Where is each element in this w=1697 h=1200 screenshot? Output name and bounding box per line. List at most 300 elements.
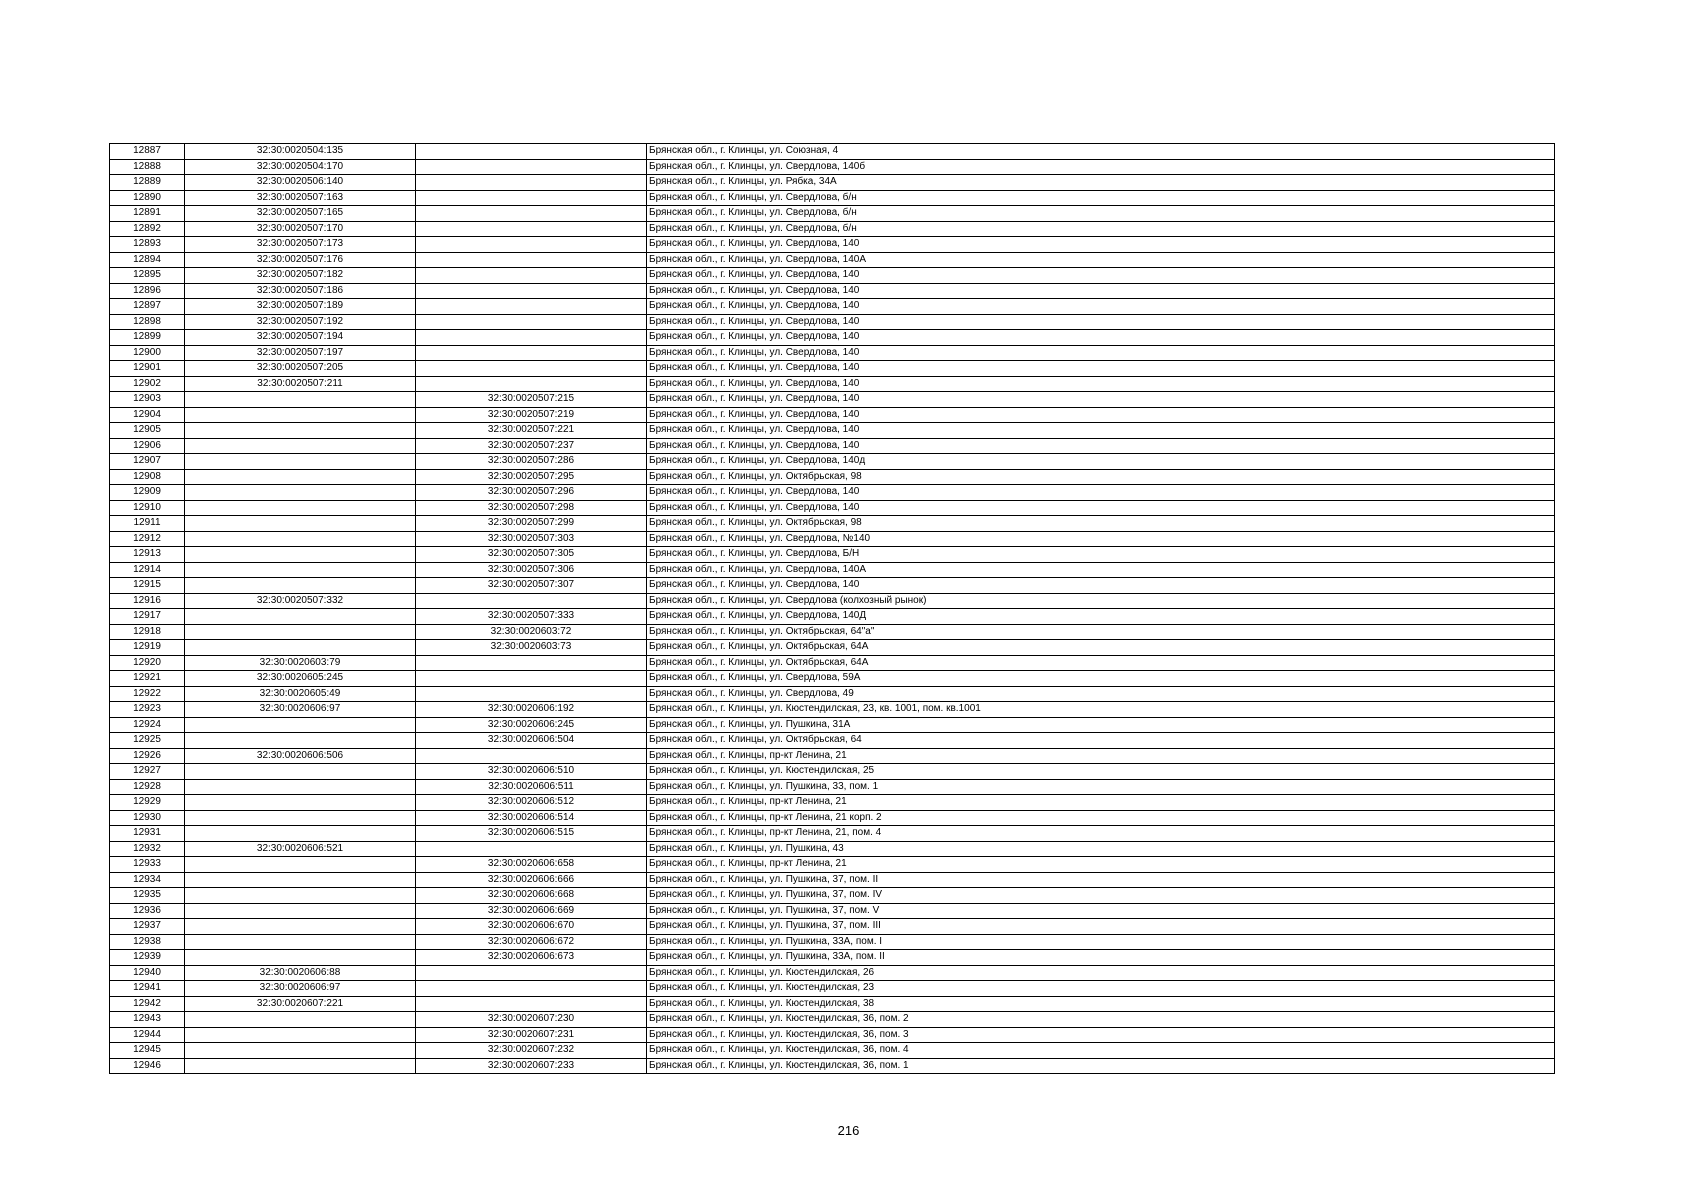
address-cell: Брянская обл., г. Клинцы, ул. Рябка, 34А <box>647 175 1555 191</box>
address-cell: Брянская обл., г. Клинцы, ул. Октябрьская, 98 <box>647 516 1555 532</box>
table-row <box>110 810 1555 826</box>
row-number-cell: 12916 <box>110 593 185 609</box>
cadastral-number-b-cell: 32:30:0020507:215 <box>416 392 647 408</box>
cadastral-number-b-cell: 32:30:0020603:73 <box>416 640 647 656</box>
table-row <box>110 345 1555 361</box>
cadastral-number-b-cell: 32:30:0020606:669 <box>416 903 647 919</box>
table-row <box>110 500 1555 516</box>
cadastral-number-a-cell: 32:30:0020507:205 <box>185 361 416 377</box>
cadastral-number-a-cell <box>185 423 416 439</box>
cadastral-number-a-cell <box>185 485 416 501</box>
address-cell: Брянская обл., г. Клинцы, ул. Октябрьская, 98 <box>647 469 1555 485</box>
row-number-cell: 12927 <box>110 764 185 780</box>
row-number-cell: 12940 <box>110 965 185 981</box>
cadastral-number-a-cell <box>185 562 416 578</box>
table-row <box>110 996 1555 1012</box>
cadastral-number-a-cell: 32:30:0020507:186 <box>185 283 416 299</box>
address-cell: Брянская обл., г. Клинцы, пр-кт Ленина, 21 корп. 2 <box>647 810 1555 826</box>
cadastral-number-a-cell <box>185 438 416 454</box>
cadastral-number-a-cell <box>185 1043 416 1059</box>
cadastral-number-a-cell <box>185 454 416 470</box>
row-number-cell: 12933 <box>110 857 185 873</box>
table-row <box>110 733 1555 749</box>
address-cell: Брянская обл., г. Клинцы, ул. Свердлова, 140 <box>647 407 1555 423</box>
table-row <box>110 454 1555 470</box>
address-cell: Брянская обл., г. Клинцы, ул. Пушкина, 37, пом. II <box>647 872 1555 888</box>
cadastral-number-b-cell <box>416 314 647 330</box>
cadastral-number-b-cell: 32:30:0020606:666 <box>416 872 647 888</box>
table-row <box>110 1027 1555 1043</box>
cadastral-number-a-cell <box>185 810 416 826</box>
table-row <box>110 144 1555 160</box>
cadastral-number-a-cell: 32:30:0020507:197 <box>185 345 416 361</box>
row-number-cell: 12890 <box>110 190 185 206</box>
row-number-cell: 12942 <box>110 996 185 1012</box>
table-row <box>110 268 1555 284</box>
address-cell: Брянская обл., г. Клинцы, пр-кт Ленина, 21 <box>647 795 1555 811</box>
table-row <box>110 717 1555 733</box>
cadastral-number-b-cell: 32:30:0020606:514 <box>416 810 647 826</box>
table-row <box>110 981 1555 997</box>
table-row <box>110 826 1555 842</box>
table-row <box>110 547 1555 563</box>
table-row <box>110 640 1555 656</box>
table-row <box>110 175 1555 191</box>
cadastral-number-b-cell: 32:30:0020507:299 <box>416 516 647 532</box>
row-number-cell: 12897 <box>110 299 185 315</box>
address-cell: Брянская обл., г. Клинцы, ул. Свердлова, 140 <box>647 345 1555 361</box>
cadastral-number-b-cell: 32:30:0020606:511 <box>416 779 647 795</box>
table-row <box>110 1058 1555 1074</box>
table-row <box>110 438 1555 454</box>
address-cell: Брянская обл., г. Клинцы, ул. Свердлова, Б/Н <box>647 547 1555 563</box>
row-number-cell: 12905 <box>110 423 185 439</box>
address-cell: Брянская обл., г. Клинцы, ул. Кюстендилская, 36, пом. 1 <box>647 1058 1555 1074</box>
address-cell: Брянская обл., г. Клинцы, ул. Кюстендилская, 36, пом. 3 <box>647 1027 1555 1043</box>
address-cell: Брянская обл., г. Клинцы, ул. Свердлова, 140 <box>647 438 1555 454</box>
cadastral-number-b-cell <box>416 206 647 222</box>
table-row <box>110 283 1555 299</box>
address-cell: Брянская обл., г. Клинцы, ул. Пушкина, 33, пом. 1 <box>647 779 1555 795</box>
row-number-cell: 12914 <box>110 562 185 578</box>
address-cell: Брянская обл., г. Клинцы, ул. Кюстендилская, 23 <box>647 981 1555 997</box>
cadastral-number-b-cell: 32:30:0020507:333 <box>416 609 647 625</box>
table-row <box>110 686 1555 702</box>
cadastral-number-a-cell <box>185 934 416 950</box>
table-row <box>110 361 1555 377</box>
table-row <box>110 562 1555 578</box>
address-cell: Брянская обл., г. Клинцы, ул. Свердлова, №140 <box>647 531 1555 547</box>
cadastral-number-a-cell: 32:30:0020507:173 <box>185 237 416 253</box>
cadastral-number-b-cell <box>416 361 647 377</box>
table-row <box>110 965 1555 981</box>
cadastral-number-a-cell <box>185 407 416 423</box>
cadastral-number-a-cell: 32:30:0020507:194 <box>185 330 416 346</box>
cadastral-number-b-cell <box>416 144 647 160</box>
row-number-cell: 12920 <box>110 655 185 671</box>
table-row <box>110 857 1555 873</box>
cadastral-number-b-cell <box>416 965 647 981</box>
address-cell: Брянская обл., г. Клинцы, ул. Свердлова, 140 <box>647 392 1555 408</box>
row-number-cell: 12934 <box>110 872 185 888</box>
row-number-cell: 12923 <box>110 702 185 718</box>
cadastral-number-a-cell: 32:30:0020506:140 <box>185 175 416 191</box>
row-number-cell: 12896 <box>110 283 185 299</box>
address-cell: Брянская обл., г. Клинцы, ул. Свердлова, 140А <box>647 562 1555 578</box>
row-number-cell: 12941 <box>110 981 185 997</box>
cadastral-number-b-cell: 32:30:0020607:232 <box>416 1043 647 1059</box>
address-cell: Брянская обл., г. Клинцы, ул. Свердлова, 140 <box>647 376 1555 392</box>
address-cell: Брянская обл., г. Клинцы, ул. Кюстендилская, 26 <box>647 965 1555 981</box>
cadastral-number-b-cell: 32:30:0020606:515 <box>416 826 647 842</box>
cadastral-number-b-cell: 32:30:0020606:670 <box>416 919 647 935</box>
address-cell: Брянская обл., г. Клинцы, ул. Свердлова, б/н <box>647 221 1555 237</box>
row-number-cell: 12928 <box>110 779 185 795</box>
cadastral-number-a-cell <box>185 547 416 563</box>
registry-table <box>109 143 1555 1074</box>
cadastral-number-a-cell: 32:30:0020606:88 <box>185 965 416 981</box>
address-cell: Брянская обл., г. Клинцы, ул. Пушкина, 43 <box>647 841 1555 857</box>
cadastral-number-b-cell: 32:30:0020507:295 <box>416 469 647 485</box>
address-cell: Брянская обл., г. Клинцы, пр-кт Ленина, 21, пом. 4 <box>647 826 1555 842</box>
table-row <box>110 872 1555 888</box>
cadastral-number-b-cell <box>416 175 647 191</box>
address-cell: Брянская обл., г. Клинцы, ул. Октябрьская, 64"а" <box>647 624 1555 640</box>
row-number-cell: 12929 <box>110 795 185 811</box>
table-row <box>110 779 1555 795</box>
address-cell: Брянская обл., г. Клинцы, ул. Октябрьская, 64А <box>647 640 1555 656</box>
table-row <box>110 531 1555 547</box>
row-number-cell: 12893 <box>110 237 185 253</box>
cadastral-number-a-cell: 32:30:0020607:221 <box>185 996 416 1012</box>
table-row <box>110 624 1555 640</box>
row-number-cell: 12894 <box>110 252 185 268</box>
address-cell: Брянская обл., г. Клинцы, ул. Пушкина, 37, пом. IV <box>647 888 1555 904</box>
cadastral-number-b-cell: 32:30:0020507:237 <box>416 438 647 454</box>
table-row <box>110 578 1555 594</box>
cadastral-number-b-cell: 32:30:0020507:303 <box>416 531 647 547</box>
address-cell: Брянская обл., г. Клинцы, ул. Свердлова, 140 <box>647 578 1555 594</box>
cadastral-number-b-cell: 32:30:0020606:245 <box>416 717 647 733</box>
cadastral-number-a-cell: 32:30:0020606:506 <box>185 748 416 764</box>
address-cell: Брянская обл., г. Клинцы, пр-кт Ленина, 21 <box>647 857 1555 873</box>
cadastral-number-b-cell: 32:30:0020606:672 <box>416 934 647 950</box>
row-number-cell: 12932 <box>110 841 185 857</box>
cadastral-number-a-cell <box>185 516 416 532</box>
row-number-cell: 12922 <box>110 686 185 702</box>
table-row <box>110 159 1555 175</box>
address-cell: Брянская обл., г. Клинцы, ул. Пушкина, 33А, пом. II <box>647 950 1555 966</box>
address-cell: Брянская обл., г. Клинцы, ул. Свердлова, 140Д <box>647 609 1555 625</box>
address-cell: Брянская обл., г. Клинцы, ул. Свердлова, б/н <box>647 190 1555 206</box>
row-number-cell: 12910 <box>110 500 185 516</box>
row-number-cell: 12917 <box>110 609 185 625</box>
table-row <box>110 206 1555 222</box>
cadastral-number-a-cell <box>185 717 416 733</box>
row-number-cell: 12903 <box>110 392 185 408</box>
row-number-cell: 12918 <box>110 624 185 640</box>
row-number-cell: 12888 <box>110 159 185 175</box>
cadastral-number-a-cell <box>185 857 416 873</box>
cadastral-number-a-cell <box>185 888 416 904</box>
row-number-cell: 12931 <box>110 826 185 842</box>
row-number-cell: 12946 <box>110 1058 185 1074</box>
row-number-cell: 12938 <box>110 934 185 950</box>
cadastral-number-b-cell: 32:30:0020507:286 <box>416 454 647 470</box>
cadastral-number-b-cell <box>416 841 647 857</box>
row-number-cell: 12925 <box>110 733 185 749</box>
address-cell: Брянская обл., г. Клинцы, ул. Союзная, 4 <box>647 144 1555 160</box>
address-cell: Брянская обл., г. Клинцы, ул. Кюстендилская, 36, пом. 2 <box>647 1012 1555 1028</box>
registry-table-body <box>110 144 1555 1074</box>
row-number-cell: 12944 <box>110 1027 185 1043</box>
table-row <box>110 221 1555 237</box>
row-number-cell: 12904 <box>110 407 185 423</box>
address-cell: Брянская обл., г. Клинцы, ул. Свердлова, 140 <box>647 268 1555 284</box>
cadastral-number-b-cell: 32:30:0020606:192 <box>416 702 647 718</box>
table-row <box>110 314 1555 330</box>
cadastral-number-b-cell: 32:30:0020606:510 <box>416 764 647 780</box>
cadastral-number-b-cell <box>416 252 647 268</box>
cadastral-number-b-cell <box>416 593 647 609</box>
row-number-cell: 12900 <box>110 345 185 361</box>
cadastral-number-a-cell: 32:30:0020605:245 <box>185 671 416 687</box>
row-number-cell: 12911 <box>110 516 185 532</box>
cadastral-number-b-cell: 32:30:0020607:233 <box>416 1058 647 1074</box>
cadastral-number-b-cell <box>416 268 647 284</box>
address-cell: Брянская обл., г. Клинцы, ул. Свердлова, 140 <box>647 500 1555 516</box>
cadastral-number-a-cell: 32:30:0020507:176 <box>185 252 416 268</box>
cadastral-number-a-cell: 32:30:0020507:182 <box>185 268 416 284</box>
cadastral-number-b-cell: 32:30:0020507:307 <box>416 578 647 594</box>
row-number-cell: 12921 <box>110 671 185 687</box>
cadastral-number-b-cell: 32:30:0020607:230 <box>416 1012 647 1028</box>
cadastral-number-b-cell: 32:30:0020507:296 <box>416 485 647 501</box>
cadastral-number-a-cell <box>185 1027 416 1043</box>
cadastral-number-a-cell: 32:30:0020603:79 <box>185 655 416 671</box>
cadastral-number-b-cell <box>416 748 647 764</box>
table-row <box>110 888 1555 904</box>
address-cell: Брянская обл., г. Клинцы, ул. Свердлова, 59А <box>647 671 1555 687</box>
cadastral-number-b-cell <box>416 190 647 206</box>
table-row <box>110 671 1555 687</box>
table-row <box>110 903 1555 919</box>
cadastral-number-a-cell: 32:30:0020504:135 <box>185 144 416 160</box>
table-row <box>110 237 1555 253</box>
table-row <box>110 748 1555 764</box>
address-cell: Брянская обл., г. Клинцы, ул. Свердлова, 140 <box>647 330 1555 346</box>
row-number-cell: 12935 <box>110 888 185 904</box>
cadastral-number-b-cell: 32:30:0020507:219 <box>416 407 647 423</box>
table-row <box>110 655 1555 671</box>
address-cell: Брянская обл., г. Клинцы, ул. Пушкина, 33А, пом. I <box>647 934 1555 950</box>
cadastral-number-a-cell: 32:30:0020606:97 <box>185 981 416 997</box>
table-row <box>110 841 1555 857</box>
cadastral-number-a-cell <box>185 764 416 780</box>
row-number-cell: 12936 <box>110 903 185 919</box>
row-number-cell: 12906 <box>110 438 185 454</box>
table-row <box>110 609 1555 625</box>
address-cell: Брянская обл., г. Клинцы, ул. Свердлова (колхозный рынок) <box>647 593 1555 609</box>
address-cell: Брянская обл., г. Клинцы, ул. Октябрьская, 64 <box>647 733 1555 749</box>
table-row <box>110 702 1555 718</box>
address-cell: Брянская обл., г. Клинцы, ул. Свердлова, 140 <box>647 314 1555 330</box>
cadastral-number-b-cell: 32:30:0020507:221 <box>416 423 647 439</box>
table-row <box>110 934 1555 950</box>
cadastral-number-a-cell: 32:30:0020606:97 <box>185 702 416 718</box>
cadastral-number-b-cell <box>416 299 647 315</box>
cadastral-number-b-cell: 32:30:0020606:673 <box>416 950 647 966</box>
table-row <box>110 1012 1555 1028</box>
row-number-cell: 12943 <box>110 1012 185 1028</box>
cadastral-number-a-cell <box>185 919 416 935</box>
address-cell: Брянская обл., г. Клинцы, ул. Свердлова, 140 <box>647 299 1555 315</box>
address-cell: Брянская обл., г. Клинцы, ул. Свердлова, 140 <box>647 237 1555 253</box>
table-row <box>110 190 1555 206</box>
cadastral-number-a-cell <box>185 779 416 795</box>
row-number-cell: 12889 <box>110 175 185 191</box>
address-cell: Брянская обл., г. Клинцы, ул. Свердлова, 140 <box>647 361 1555 377</box>
cadastral-number-b-cell <box>416 981 647 997</box>
row-number-cell: 12919 <box>110 640 185 656</box>
cadastral-number-a-cell: 32:30:0020507:163 <box>185 190 416 206</box>
cadastral-number-a-cell: 32:30:0020507:332 <box>185 593 416 609</box>
table-row <box>110 407 1555 423</box>
cadastral-number-b-cell <box>416 376 647 392</box>
cadastral-number-b-cell: 32:30:0020507:298 <box>416 500 647 516</box>
cadastral-number-b-cell: 32:30:0020507:306 <box>416 562 647 578</box>
table-row <box>110 252 1555 268</box>
cadastral-number-a-cell: 32:30:0020507:192 <box>185 314 416 330</box>
table-row <box>110 919 1555 935</box>
row-number-cell: 12898 <box>110 314 185 330</box>
table-row <box>110 516 1555 532</box>
address-cell: Брянская обл., г. Клинцы, ул. Свердлова, 140б <box>647 159 1555 175</box>
address-cell: Брянская обл., г. Клинцы, ул. Свердлова, 140А <box>647 252 1555 268</box>
cadastral-number-a-cell <box>185 1058 416 1074</box>
cadastral-number-b-cell <box>416 655 647 671</box>
address-cell: Брянская обл., г. Клинцы, ул. Пушкина, 37, пом. III <box>647 919 1555 935</box>
row-number-cell: 12945 <box>110 1043 185 1059</box>
cadastral-number-a-cell: 32:30:0020504:170 <box>185 159 416 175</box>
cadastral-number-b-cell <box>416 283 647 299</box>
cadastral-number-a-cell <box>185 624 416 640</box>
table-row <box>110 795 1555 811</box>
cadastral-number-b-cell <box>416 237 647 253</box>
cadastral-number-b-cell: 32:30:0020606:668 <box>416 888 647 904</box>
page-number: 216 <box>837 1123 860 1138</box>
row-number-cell: 12899 <box>110 330 185 346</box>
table-row <box>110 469 1555 485</box>
address-cell: Брянская обл., г. Клинцы, ул. Кюстендилская, 36, пом. 4 <box>647 1043 1555 1059</box>
cadastral-number-a-cell <box>185 950 416 966</box>
cadastral-number-a-cell <box>185 609 416 625</box>
cadastral-number-a-cell: 32:30:0020605:49 <box>185 686 416 702</box>
row-number-cell: 12924 <box>110 717 185 733</box>
address-cell: Брянская обл., г. Клинцы, ул. Свердлова, 140 <box>647 485 1555 501</box>
table-row <box>110 1043 1555 1059</box>
row-number-cell: 12926 <box>110 748 185 764</box>
row-number-cell: 12913 <box>110 547 185 563</box>
row-number-cell: 12937 <box>110 919 185 935</box>
row-number-cell: 12892 <box>110 221 185 237</box>
cadastral-number-a-cell: 32:30:0020507:211 <box>185 376 416 392</box>
cadastral-number-a-cell <box>185 531 416 547</box>
table-row <box>110 423 1555 439</box>
address-cell: Брянская обл., г. Клинцы, ул. Свердлова, 140 <box>647 283 1555 299</box>
cadastral-number-b-cell <box>416 345 647 361</box>
row-number-cell: 12887 <box>110 144 185 160</box>
cadastral-number-a-cell: 32:30:0020507:165 <box>185 206 416 222</box>
cadastral-number-b-cell <box>416 996 647 1012</box>
table-row <box>110 764 1555 780</box>
cadastral-number-b-cell: 32:30:0020607:231 <box>416 1027 647 1043</box>
table-row <box>110 950 1555 966</box>
address-cell: Брянская обл., г. Клинцы, ул. Пушкина, 37, пом. V <box>647 903 1555 919</box>
cadastral-number-b-cell: 32:30:0020507:305 <box>416 547 647 563</box>
row-number-cell: 12909 <box>110 485 185 501</box>
address-cell: Брянская обл., г. Клинцы, ул. Пушкина, 31А <box>647 717 1555 733</box>
row-number-cell: 12907 <box>110 454 185 470</box>
cadastral-number-a-cell <box>185 903 416 919</box>
address-cell: Брянская обл., г. Клинцы, ул. Кюстендилская, 23, кв. 1001, пом. кв.1001 <box>647 702 1555 718</box>
address-cell: Брянская обл., г. Клинцы, ул. Кюстендилская, 38 <box>647 996 1555 1012</box>
cadastral-number-a-cell: 32:30:0020507:189 <box>185 299 416 315</box>
cadastral-number-a-cell <box>185 500 416 516</box>
row-number-cell: 12915 <box>110 578 185 594</box>
cadastral-number-a-cell <box>185 872 416 888</box>
row-number-cell: 12891 <box>110 206 185 222</box>
cadastral-number-b-cell <box>416 159 647 175</box>
address-cell: Брянская обл., г. Клинцы, ул. Свердлова, 140д <box>647 454 1555 470</box>
cadastral-number-a-cell <box>185 826 416 842</box>
table-row <box>110 330 1555 346</box>
cadastral-number-a-cell <box>185 392 416 408</box>
cadastral-number-a-cell <box>185 469 416 485</box>
cadastral-number-a-cell: 32:30:0020507:170 <box>185 221 416 237</box>
address-cell: Брянская обл., г. Клинцы, ул. Свердлова, 49 <box>647 686 1555 702</box>
row-number-cell: 12901 <box>110 361 185 377</box>
cadastral-number-b-cell <box>416 686 647 702</box>
cadastral-number-b-cell: 32:30:0020606:512 <box>416 795 647 811</box>
cadastral-number-a-cell <box>185 1012 416 1028</box>
row-number-cell: 12930 <box>110 810 185 826</box>
cadastral-number-b-cell <box>416 671 647 687</box>
cadastral-number-a-cell <box>185 795 416 811</box>
row-number-cell: 12895 <box>110 268 185 284</box>
cadastral-number-a-cell <box>185 733 416 749</box>
cadastral-number-b-cell: 32:30:0020606:504 <box>416 733 647 749</box>
row-number-cell: 12939 <box>110 950 185 966</box>
table-row <box>110 376 1555 392</box>
address-cell: Брянская обл., г. Клинцы, ул. Свердлова, 140 <box>647 423 1555 439</box>
table-row <box>110 392 1555 408</box>
cadastral-number-a-cell <box>185 578 416 594</box>
cadastral-number-a-cell: 32:30:0020606:521 <box>185 841 416 857</box>
row-number-cell: 12912 <box>110 531 185 547</box>
table-row <box>110 485 1555 501</box>
address-cell: Брянская обл., г. Клинцы, ул. Кюстендилская, 25 <box>647 764 1555 780</box>
cadastral-number-b-cell: 32:30:0020606:658 <box>416 857 647 873</box>
cadastral-number-b-cell: 32:30:0020603:72 <box>416 624 647 640</box>
row-number-cell: 12908 <box>110 469 185 485</box>
address-cell: Брянская обл., г. Клинцы, пр-кт Ленина, 21 <box>647 748 1555 764</box>
address-cell: Брянская обл., г. Клинцы, ул. Октябрьская, 64А <box>647 655 1555 671</box>
address-cell: Брянская обл., г. Клинцы, ул. Свердлова, б/н <box>647 206 1555 222</box>
cadastral-number-b-cell <box>416 221 647 237</box>
cadastral-number-a-cell <box>185 640 416 656</box>
table-row <box>110 593 1555 609</box>
